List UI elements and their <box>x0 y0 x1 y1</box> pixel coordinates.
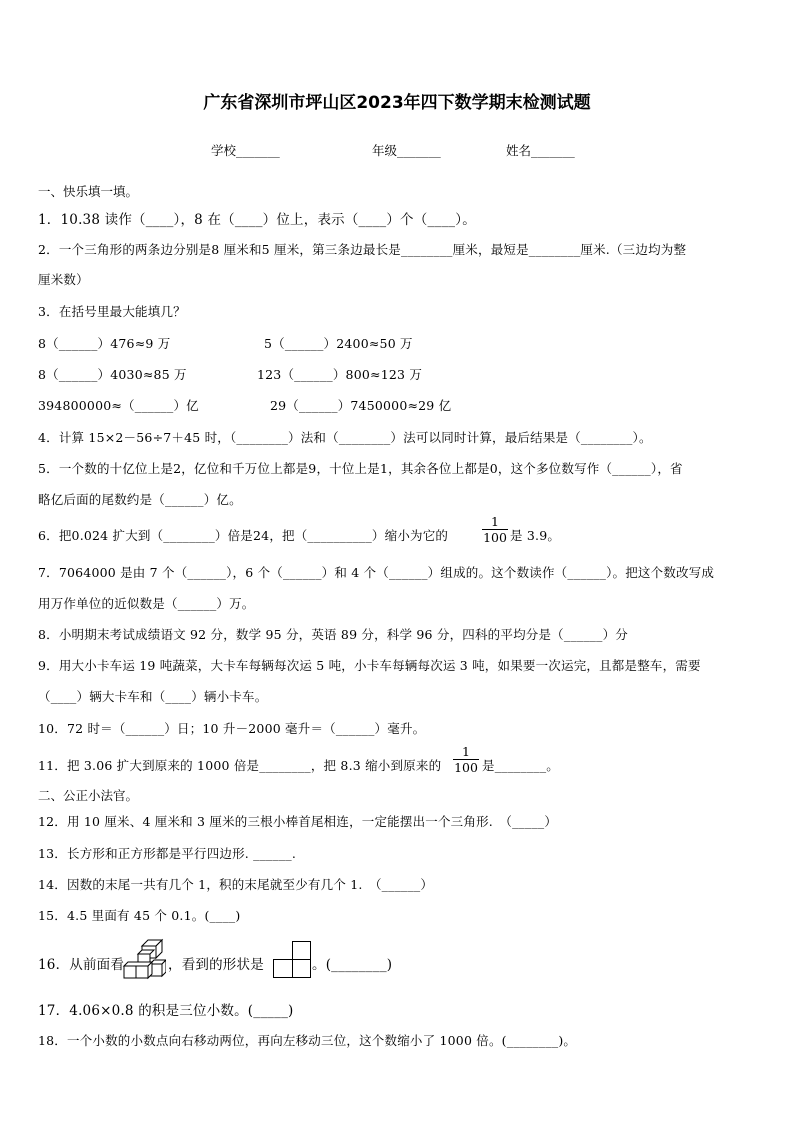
name-field[interactable]: 姓名_______ <box>506 143 575 158</box>
question-1: 1．10.38 读作（____），8 在（____）位上，表示（____）个（____）。 <box>38 212 476 228</box>
question-16-answer: 。(________) <box>312 957 393 973</box>
question-16-text-a: 16．从前面看 <box>38 957 125 973</box>
cube-stack-figure <box>122 938 166 980</box>
question-10: 10．72 时＝（______）日；10 升－2000 毫升＝（______）毫升。 <box>38 721 426 736</box>
question-2-line-2: 厘米数） <box>38 272 89 287</box>
question-15: 15．4.5 里面有 45 个 0.1。(____) <box>38 908 241 923</box>
question-4: 4．计算 15×2－56÷7＋45 时，（________）法和（________）法可以同时计算，最后结果是（________）。 <box>38 430 652 445</box>
question-7-line-1: 7．7064000 是由 7 个（______），6 个（______）和 4 个（______）组成的。这个数读作（______）。把这个数改写成 <box>38 565 715 580</box>
question-12: 12．用 10 厘米、4 厘米和 3 厘米的三根小棒首尾相连，一定能摆出一个三角形. （_____） <box>38 814 558 829</box>
question-3-item-1a: 8（______）476≈9 万 <box>38 336 171 351</box>
question-9-line-1: 9．用大小卡车运 19 吨蔬菜，大卡车每辆每次运 5 吨，小卡车每辆每次运 3 吨，如果要一次运完，且都是整车，需要 <box>38 658 701 673</box>
question-14: 14．因数的末尾一共有几个 1，积的末尾就至少有几个 1. （______） <box>38 877 434 892</box>
fraction-denominator: 100 <box>454 760 478 775</box>
question-16-text-b: ，看到的形状是 <box>168 957 264 973</box>
fraction-numerator: 1 <box>482 514 508 530</box>
question-6-tail: 是 3.9。 <box>510 528 561 543</box>
question-3-item-2a: 8（______）4030≈85 万 <box>38 367 187 382</box>
question-8: 8．小明期末考试成绩语文 92 分，数学 95 分，英语 89 分，科学 96 分，四科的平均分是（______）分 <box>38 627 628 642</box>
question-2-line-1: 2．一个三角形的两条边分别是8 厘米和5 厘米，第三条边最长是________厘米，最短是________厘米.（三边均为整 <box>38 242 687 257</box>
question-18: 18．一个小数的小数点向右移动两位，再向左移动三位，这个数缩小了 1000 倍。(________)。 <box>38 1033 577 1048</box>
fraction-numerator: 1 <box>453 744 479 760</box>
question-3: 3．在括号里最大能填几？ <box>38 304 186 319</box>
question-5-line-2: 略亿后面的尾数约是（______）亿。 <box>38 492 242 507</box>
question-3-item-1b: 5（______）2400≈50 万 <box>264 336 413 351</box>
fraction-one-hundredth-2 <box>453 744 479 775</box>
question-3-item-3a: 394800000≈（______）亿 <box>38 398 199 413</box>
question-11-text: 11．把 3.06 扩大到原来的 1000 倍是________，把 8.3 缩小到原来的 <box>38 758 442 773</box>
question-3-item-3b: 29（______）7450000≈29 亿 <box>270 398 452 413</box>
question-17: 17．4.06×0.8 的积是三位小数。(_____) <box>38 1003 294 1019</box>
question-5-line-1: 5．一个数的十亿位上是2，亿位和千万位上都是9，十位上是1，其余各位上都是0，这个多位数写作（______），省 <box>38 461 683 476</box>
fraction-denominator: 100 <box>483 530 507 545</box>
question-7-line-2: 用万作单位的近似数是（______）万。 <box>38 596 255 611</box>
question-11-tail: 是________。 <box>482 758 560 773</box>
section-heading-fill: 一、快乐填一填。 <box>38 184 139 199</box>
grade-field[interactable]: 年级_______ <box>372 143 441 158</box>
school-field[interactable]: 学校_______ <box>211 143 280 158</box>
view-shape-figure <box>272 941 312 979</box>
question-6-text: 6．把0.024 扩大到（________）倍是24，把（__________）缩小为它的 <box>38 528 449 543</box>
question-13: 13．长方形和正方形都是平行四边形. ______. <box>38 846 297 861</box>
fraction-one-hundredth <box>482 514 508 545</box>
section-heading-judge: 二、公正小法官。 <box>38 788 139 803</box>
question-3-item-2b: 123（______）800≈123 万 <box>257 367 423 382</box>
page-title: 广东省深圳市坪山区2023年四下数学期末检测试题 <box>203 93 591 113</box>
question-9-line-2: （____）辆大卡车和（____）辆小卡车。 <box>38 689 268 704</box>
